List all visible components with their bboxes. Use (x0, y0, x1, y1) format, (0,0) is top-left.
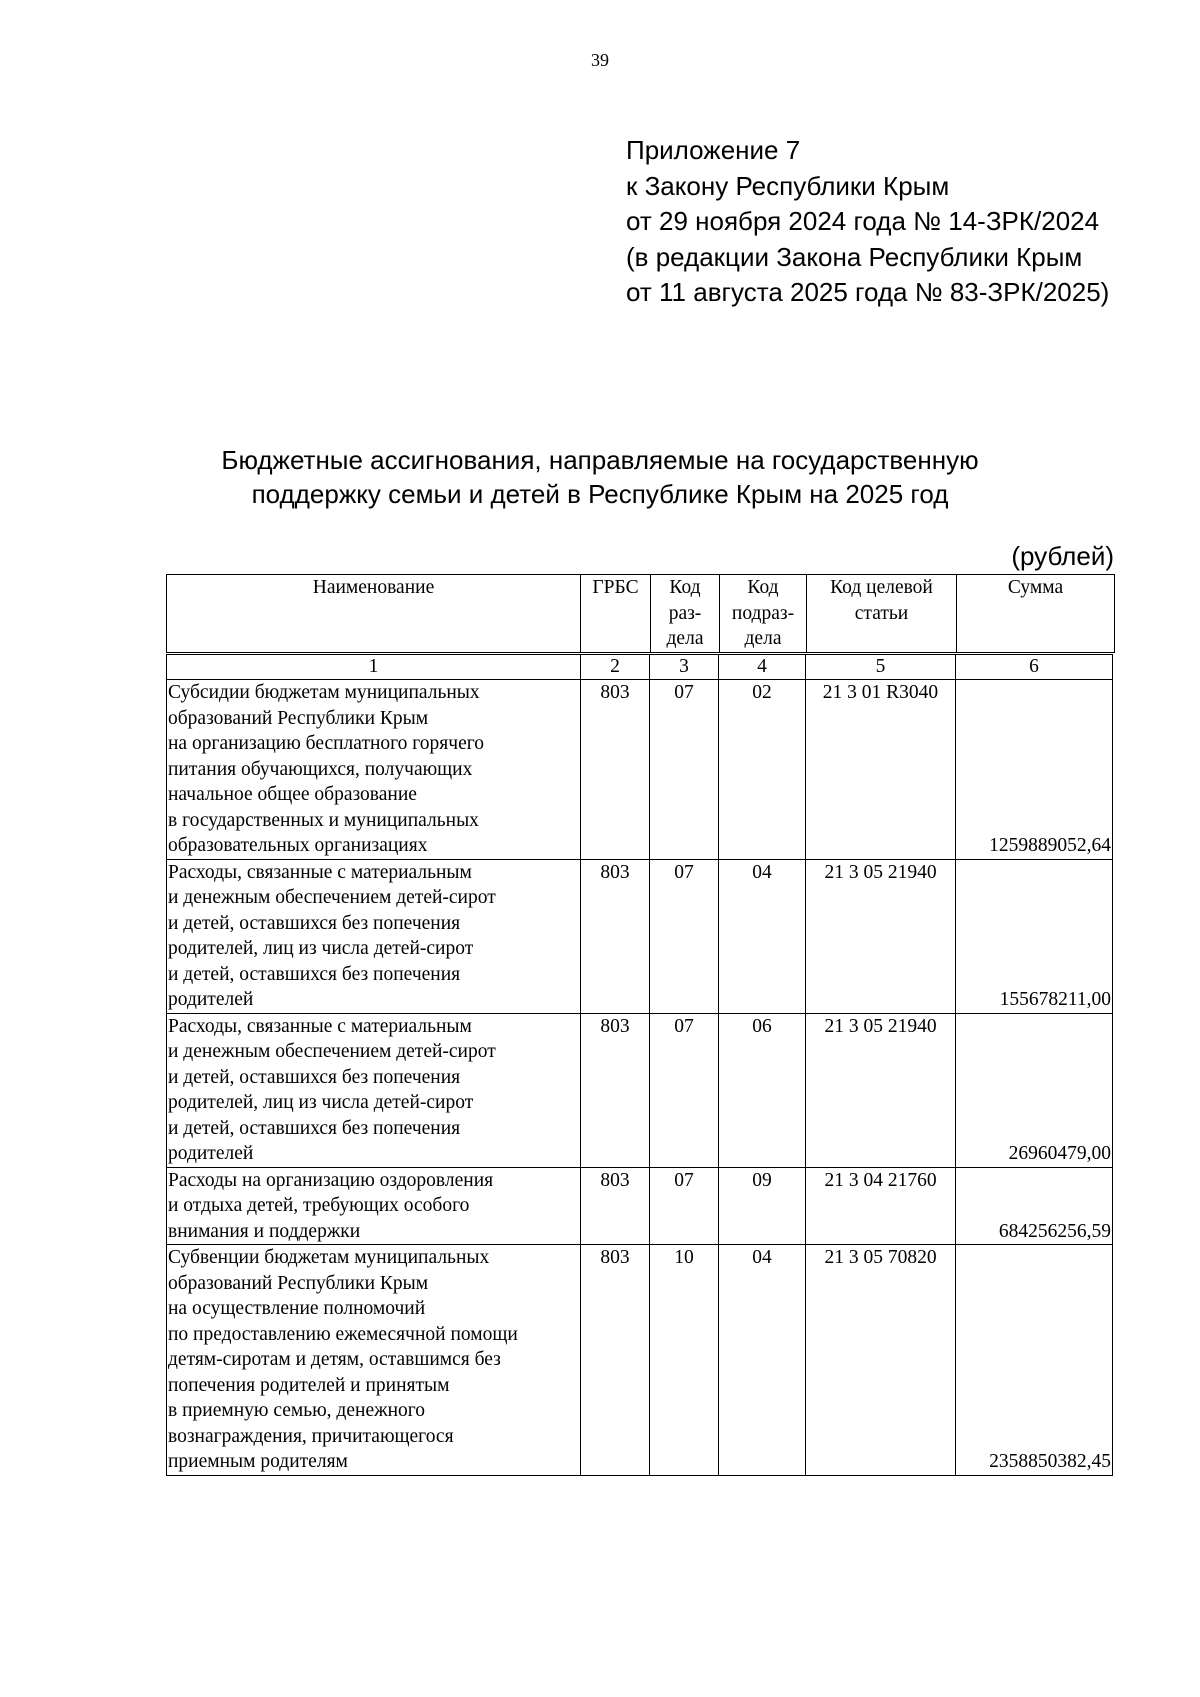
column-number: 1 (167, 655, 581, 680)
row-target-code: 21 3 05 21940 (806, 859, 956, 1013)
name-line: родителей, лиц из числа детей-сирот (168, 938, 474, 959)
name-line: в государственных и муниципальных (168, 809, 479, 831)
row-grbs: 803 (581, 680, 650, 860)
header-line: подраз- (731, 602, 795, 624)
row-podrazdel: 06 (719, 1013, 806, 1167)
row-target-code: 21 3 05 70820 (806, 1245, 956, 1476)
row-sum: 2358850382,45 (956, 1245, 1113, 1476)
name-line: Субвенции бюджетам муниципальных (168, 1247, 490, 1268)
name-line: образовательных организациях (168, 835, 428, 856)
row-grbs: 803 (581, 1013, 650, 1167)
annex-heading (626, 133, 1109, 311)
header-target-code (807, 575, 957, 653)
column-numbers-row (167, 655, 1113, 680)
name-line: Расходы, связанные с материальным (168, 861, 472, 883)
name-line: и денежным обеспечением детей-сирот (168, 1041, 496, 1062)
name-line: на организацию бесплатного горячего (168, 733, 484, 754)
name-line: Расходы на организацию оздоровления (168, 1169, 494, 1191)
row-grbs: 803 (581, 1167, 650, 1245)
name-line: внимания и поддержки (168, 1220, 361, 1242)
row-target-code: 21 3 04 21760 (806, 1167, 956, 1245)
name-line: и детей, оставшихся без попечения (168, 963, 461, 985)
header-line: Код (669, 577, 701, 598)
table-row (167, 1245, 1113, 1476)
name-line: родителей (168, 1143, 254, 1164)
row-target-code: 21 3 01 R3040 (806, 680, 956, 860)
name-line: родителей (168, 989, 254, 1010)
name-line: и детей, оставшихся без попечения (168, 1066, 461, 1088)
name-line: образований Республики Крым (168, 707, 429, 729)
column-number: 4 (719, 655, 806, 680)
name-line: и отдыха детей, требующих особого (168, 1195, 470, 1216)
row-sum: 155678211,00 (956, 859, 1113, 1013)
row-podrazdel: 02 (719, 680, 806, 860)
row-razdel: 07 (650, 1013, 719, 1167)
column-number: 6 (956, 655, 1113, 680)
row-name (167, 1245, 581, 1476)
row-name (167, 1013, 581, 1167)
header-line: Код целевой (830, 577, 933, 598)
annex-line: от 11 августа 2025 года № 83-ЗРК/2025) (626, 277, 1110, 307)
name-line: родителей, лиц из числа детей-сирот (168, 1092, 474, 1113)
page-number: 39 (591, 50, 609, 70)
column-number: 5 (806, 655, 956, 680)
row-razdel: 07 (650, 680, 719, 860)
header-line: Код (747, 577, 779, 598)
annex-line: от 29 ноября 2024 года № 14-ЗРК/2024 (626, 206, 1100, 236)
name-line: приемным родителям (168, 1451, 348, 1472)
row-razdel: 10 (650, 1245, 719, 1476)
column-number: 3 (650, 655, 719, 680)
row-podrazdel: 09 (719, 1167, 806, 1245)
name-line: по предоставлению ежемесячной помощи (168, 1323, 518, 1345)
header-line: дела (744, 628, 782, 649)
title-line: поддержку семьи и детей в Республике Крым на 2025 год (251, 479, 949, 509)
header-line: Сумма (1007, 577, 1064, 598)
annex-line: Приложение 7 (626, 135, 801, 165)
header-line: ГРБС (592, 577, 639, 598)
name-line: Расходы, связанные с материальным (168, 1015, 472, 1037)
name-line: вознаграждения, причитающегося (168, 1425, 454, 1447)
name-line: детям-сиротам и детям, оставшимся без (168, 1349, 501, 1370)
header-sum (957, 575, 1115, 653)
row-razdel: 07 (650, 859, 719, 1013)
row-grbs: 803 (581, 1245, 650, 1476)
name-line: и денежным обеспечением детей-сирот (168, 887, 496, 908)
row-grbs: 803 (581, 859, 650, 1013)
header-podrazdel (720, 575, 807, 653)
budget-table (166, 654, 1113, 1476)
header-line: статьи (854, 602, 909, 624)
table-row (167, 1167, 1113, 1245)
table-row (167, 1013, 1113, 1167)
name-line: и детей, оставшихся без попечения (168, 912, 461, 934)
header-grbs (581, 575, 651, 653)
header-razdel (651, 575, 720, 653)
title-line: Бюджетные ассигнования, направляемые на государственную (221, 445, 979, 475)
row-sum: 684256256,59 (956, 1167, 1113, 1245)
name-line: Субсидии бюджетам муниципальных (168, 682, 480, 703)
table-row (167, 680, 1113, 860)
row-sum: 1259889052,64 (956, 680, 1113, 860)
row-target-code: 21 3 05 21940 (806, 1013, 956, 1167)
name-line: на осуществление полномочий (168, 1298, 426, 1319)
name-line: образований Республики Крым (168, 1272, 429, 1294)
header-name (167, 575, 581, 653)
header-line: Наименование (312, 577, 435, 598)
row-podrazdel: 04 (719, 859, 806, 1013)
row-podrazdel: 04 (719, 1245, 806, 1476)
table-row (167, 859, 1113, 1013)
column-number: 2 (581, 655, 650, 680)
name-line: и детей, оставшихся без попечения (168, 1117, 461, 1139)
name-line: попечения родителей и принятым (168, 1374, 450, 1396)
table-header (166, 574, 1115, 653)
row-razdel: 07 (650, 1167, 719, 1245)
units-label: (рублей) (1011, 541, 1114, 571)
document-title (0, 443, 1200, 511)
annex-line: (в редакции Закона Республики Крым (626, 241, 1083, 272)
row-name (167, 859, 581, 1013)
name-line: начальное общее образование (168, 784, 417, 805)
row-sum: 26960479,00 (956, 1013, 1113, 1167)
name-line: в приемную семью, денежного (168, 1400, 426, 1421)
row-name (167, 1167, 581, 1245)
row-name (167, 680, 581, 860)
name-line: питания обучающихся, получающих (168, 758, 473, 780)
header-line: дела (666, 628, 704, 649)
annex-line: к Закону Республики Крым (626, 170, 950, 201)
header-line: раз- (668, 602, 702, 624)
